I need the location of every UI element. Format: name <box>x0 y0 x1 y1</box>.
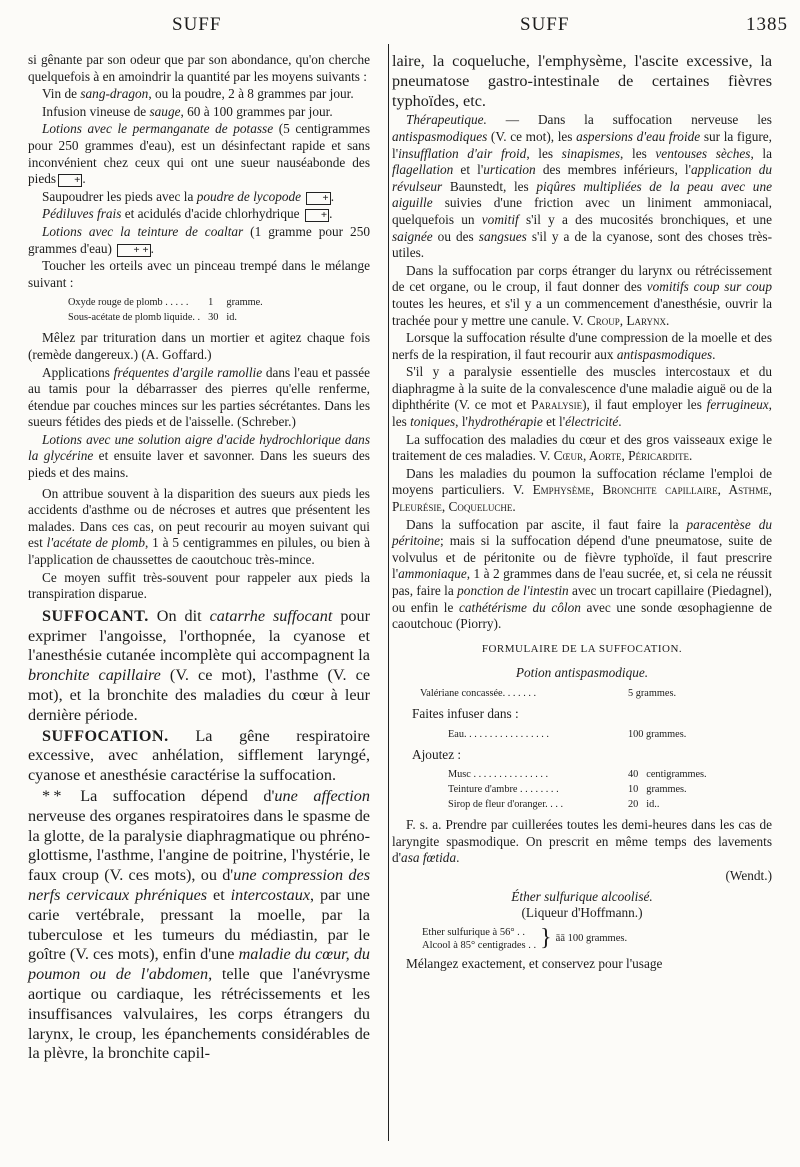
ether-subtitle: (Liqueur d'Hoffmann.) <box>521 905 643 921</box>
instruction: Ajoutez : <box>412 746 462 762</box>
formula-table <box>418 685 684 702</box>
paragraph: F. s. a. Prendre par cuillerées toutes les demi-heures dans les cas de laryngite spasmodique. On prescrit en même temps des lavements d'asa fœtida. <box>392 817 772 866</box>
paragraph: * * La suffocation dépend d'une affection nerveuse des organes respiratoires dans le spasme de la glotte, de la paralysie diaphragmatique ou phréno-glottisme, l'asthme, l'angine de poitrine, l'hystérie, le faux croup (V. ces mots), ou d'une compression des nerfs cervicaux phréniques et intercostaux, par une carie vertébrale, pressant la moelle, par la tuberculose et les tumeurs du médiastin, par le goître (V. ces mots), enfin d'une maladie du cœur, du poumon ou de l'abdomen, telle que l'anévrysme aortique ou cardiaque, les rétrécissements et les insuffisances valvulaires, les corps étrangers du larynx, le croup, les épanchements considérables de la plèvre, la bronchite capil- <box>28 786 371 1063</box>
double-plus-box-icon: + + <box>117 244 150 257</box>
paragraph: S'il y a paralysie essentielle des muscles intercostaux et du diaphragme à la suite de la convalescence d'une maladie aiguë ou de la diphthérite (V. ce mot et Paralysie), il faut employer les ferrugineux, les toniques, l'hydrothérapie et l'électricité. <box>392 364 772 430</box>
paragraph: Vin de sang-dragon, ou la poudre, 2 à 8 grammes par jour. <box>42 86 354 102</box>
right-column <box>392 52 772 973</box>
formulary-title: FORMULAIRE DE LA SUFFOCATION. <box>481 642 683 655</box>
table-row: Sirop de fleur d'oranger. . . . 20 id.. <box>448 799 660 811</box>
ether-ingredient: Alcool à 85° centigrades . . <box>422 939 537 951</box>
paragraph: Lotions avec une solution aigre d'acide hydrochlorique dans la glycérine et ensuite laver et savonner. Dans les sueurs des pieds et des mains. <box>28 431 370 481</box>
paragraph: On attribue souvent à la disparition des sueurs aux pieds les accidents d'asthme ou de nécroses et autres que présentent les malades. Dans ces cas, on peut recourir au moyen suivant qui est l'acétate de plomb, 1 à 5 centigrammes en pilules, ou bien à l'application de chaussettes de caoutchouc très-mince. <box>28 485 370 568</box>
paragraph: Lotions avec la teinture de coaltar (1 gramme pour 250 grammes d'eau) + + . <box>28 223 371 256</box>
paragraph: Dans la suffocation par corps étranger du larynx ou rétrécissement de cet organe, ou le croup, il faut donner des vomitifs coup sur coup toutes les heures, et s'il y a un commencement d'anesthésie, ouvrir la trachée pour y mettre une canule. V. Croup, Larynx. <box>392 262 772 328</box>
plus-box-icon: + <box>306 192 330 205</box>
ether-title: Éther sulfurique alcoolisé. <box>511 888 653 904</box>
paragraph: Ce moyen suffit très-souvent pour rappeler aux pieds la transpiration disparue. <box>28 569 370 602</box>
paragraph: Mêlez par trituration dans un mortier et agitez chaque fois (remède dangereux.) (A. Goffard.) <box>28 330 370 362</box>
table-row: Musc . . . . . . . . . . . . . . . 40 centigrammes. <box>448 769 707 781</box>
entry-suffocation: SUFFOCATION. La gêne respiratoire excessive, avec anhélation, sifflement laryngé, cyanose et anesthésie caractérise la suffocation. <box>28 726 370 785</box>
table-row: Sous-acétate de plomb liquide. . 30 id. <box>68 312 238 324</box>
paragraph: Pédiluves frais et acidulés d'acide chlorhydrique + . <box>42 206 333 222</box>
paragraph: laire, la coqueluche, l'emphysème, l'ascite excessive, la pneumatose gastro-intestinale de certaines fièvres typhoïdes, etc. <box>392 52 772 110</box>
paragraph: Toucher les orteils avec un pinceau trempé dans le mélange suivant : <box>28 258 370 290</box>
paragraph: si gênante par son odeur que par son abondance, qu'on cherche quelquefois à en amoindrir la quantité par les moyens suivants : <box>28 52 370 84</box>
running-header-left: SUFF <box>172 14 222 35</box>
author-signature: (Wendt.) <box>725 867 772 883</box>
paragraph: La suffocation des maladies du cœur et des gros vaisseaux exige le traitement de ces maladies. V. Cœur, Aorte, Péricardite. <box>392 431 772 464</box>
paragraph: Thérapeutique. — Dans la suffocation nerveuse les antispasmodiques (V. ce mot), les aspersions d'eau froide sur la figure, l'insufflation d'air froid, les sinapismes, les ventouses sèches, la flagellation et l'urtication des membres inférieurs, l'application du révulseur Baunstedt, les piqûres multipliées de la peau avec une aiguille suivies d'une friction avec un liniment ammoniacal, quelquefois un vomitif s'il y a des mucosités bronchiques, et une saignée ou des sangsues s'il y a de la cyanose, sont des choses très-utiles. <box>392 112 773 261</box>
entry-suffocant: SUFFOCANT. On dit catarrhe suffocant pour exprimer l'angoisse, l'orthopnée, la cyanose et l'anesthésie cutanée incomplète qui accompagnent la bronchite capillaire (V. ce mot), l'asthme (V. ce mot), et la bronchite des maladies du cœur à leur dernière période. <box>28 606 371 724</box>
table-row: Oxyde rouge de plomb . . . . . 1 gramme. <box>68 297 263 309</box>
formula-table <box>446 726 694 743</box>
formula-table <box>446 766 715 813</box>
table-row: Valériane concassée. . . . . . . 5 grammes. <box>420 687 677 699</box>
table-row: Teinture d'ambre . . . . . . . . 10 grammes. <box>448 784 687 796</box>
paragraph: Infusion vineuse de sauge, 60 à 100 grammes par jour. <box>42 103 333 119</box>
plus-box-icon: + <box>58 174 82 187</box>
table-row: Eau. . . . . . . . . . . . . . . . . 100 grammes. <box>448 728 687 740</box>
paragraph: Dans les maladies du poumon la suffocation réclame l'emploi de moyens particuliers. V. Emphysème, Bronchite capillaire, Asthme, Pleurésie, Coqueluche. <box>392 465 772 515</box>
plus-box-icon: + <box>305 209 329 222</box>
recipe-table <box>66 294 271 326</box>
brace-icon: } <box>540 925 552 952</box>
ether-ingredient: Ether sulfurique à 56° . . <box>422 926 526 938</box>
paragraph: Saupoudrer les pieds avec la poudre de lycopode + . <box>42 188 335 204</box>
ether-formula <box>422 926 772 952</box>
instruction: Faites infuser dans : <box>412 705 519 721</box>
paragraph: Mélangez exactement, et conservez pour l'usage <box>406 955 663 971</box>
paragraph: Lorsque la suffocation résulte d'une compression de la moelle et des nerfs de la respiration, il faut recourir aux antispasmodiques. <box>392 330 772 362</box>
page-number: 1385 <box>746 14 788 35</box>
column-divider <box>388 44 389 1141</box>
paragraph: Lotions avec le permanganate de potasse (5 centigrammes pour 250 grammes d'eau), est un désinfectant rapide et sans inconvénient chez ceux qui ont une sueur nauséabonde des pieds + . <box>28 121 370 187</box>
potion-title: Potion antispasmodique. <box>515 665 649 681</box>
paragraph: Applications fréquentes d'argile ramollie dans l'eau et passée au tamis pour la débarrasser des pierres qu'elle renferme, étendue par couches minces sur les parties sécrétantes. Dans les sueurs fétides des pieds et de l'aisselle. (Schreber.) <box>28 364 371 430</box>
ether-quantity: āā 100 grammes. <box>555 933 628 945</box>
running-header-middle: SUFF <box>520 14 570 35</box>
paragraph: Dans la suffocation par ascite, il faut faire la paracentèse du péritoine; mais si la suffocation dépend d'une pneumatose, suite de volvulus et de péritonite ou de fièvre typhoïde, il faut prescrire l'ammoniaque, 1 à 2 grammes dans de l'eau sucrée, et, si cela ne réussit pas, faire la ponction de l'intestin avec un trocart capillaire (Piedagnel), ou enfin le cathétérisme du côlon avec une sonde œsophagienne de caoutchouc (Piorry). <box>392 516 772 632</box>
left-column <box>28 52 370 1065</box>
